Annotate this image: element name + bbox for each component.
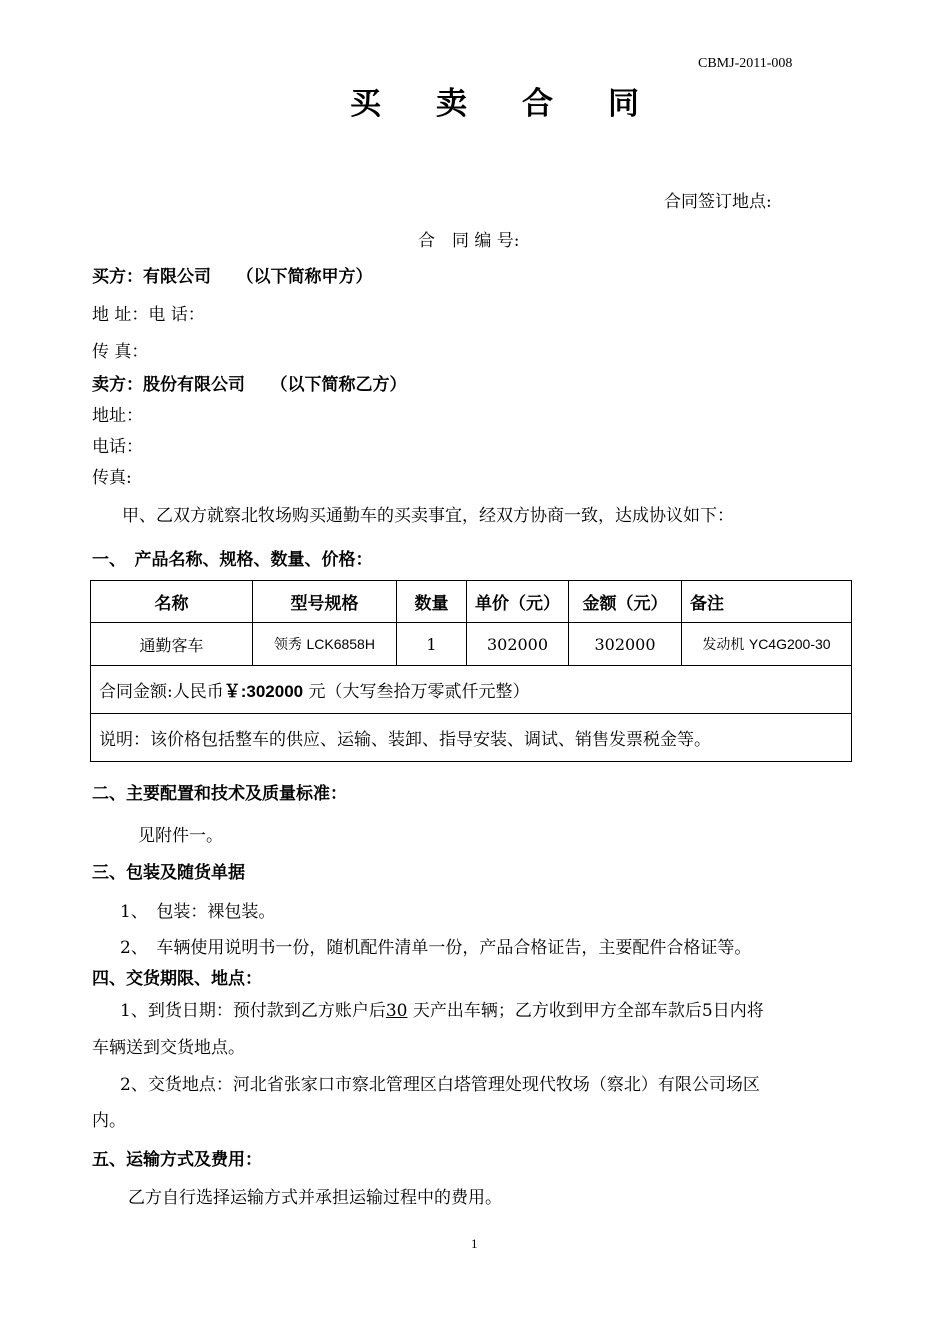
section3-title: 三、包装及随货单据 [92, 863, 245, 883]
cell-name: 通勤客车 [91, 623, 253, 666]
buyer-address-phone: 地 址：电 话： [92, 305, 205, 325]
total-row [91, 666, 852, 714]
section2-body: 见附件一。 [138, 826, 223, 846]
header-amount: 金额（元） [569, 581, 682, 623]
intro-paragraph: 甲、乙双方就察北牧场购买通勤车的买卖事宜，经双方协商一致，达成协议如下： [122, 506, 734, 526]
total-prefix: 合同金额:人民币 [99, 682, 224, 702]
header-qty: 数量 [397, 581, 467, 623]
header-unit-price: 单价（元） [467, 581, 569, 623]
section4-item1-b: 天产出车辆；乙方收到甲方全部车款后5日内将 [407, 1001, 764, 1021]
cell-note-code: YC4G200-30 [748, 636, 831, 652]
section4-item1-a: 1、到货日期：预付款到乙方账户后 [120, 1001, 386, 1021]
table-header-row [91, 581, 852, 623]
header-name: 名称 [91, 581, 253, 623]
section4-item1-cont: 车辆送到交货地点。 [92, 1038, 245, 1058]
buyer-label: 买方：有限公司 （以下简称甲方） [92, 267, 373, 287]
document-code: CBMJ-2011-008 [698, 56, 793, 71]
document-title: 买卖合同 [350, 86, 694, 122]
cell-unit-price: 302000 [467, 623, 569, 666]
product-table [90, 580, 852, 762]
cell-amount: 302000 [569, 623, 682, 666]
section3-item1: 1、 包装：裸包装。 [120, 902, 276, 922]
header-model: 型号规格 [253, 581, 397, 623]
section3-item2: 2、 车辆使用说明书一份，随机配件清单一份，产品合格证告，主要配件合格证等。 [120, 938, 752, 958]
total-suffix: 元（大写叁拾万零贰仟元整） [303, 682, 530, 702]
section4-item2: 2、交货地点：河北省张家口市察北管理区白塔管理处现代牧场（察北）有限公司场区 [120, 1075, 760, 1095]
total-value: ￥:302000 [223, 682, 304, 701]
cell-qty: 1 [397, 623, 467, 666]
total-cell [91, 666, 852, 714]
contract-number: 合 同 编 号: [418, 231, 520, 251]
seller-fax: 传真: [92, 468, 132, 488]
section5-body: 乙方自行选择运输方式并承担运输过程中的费用。 [128, 1188, 502, 1208]
buyer-fax: 传 真： [92, 342, 149, 362]
remark-cell: 说明：该价格包括整车的供应、运输、装卸、指导安装、调试、销售发票税金等。 [91, 714, 852, 762]
seller-label: 卖方：股份有限公司 （以下简称乙方） [92, 375, 407, 395]
section5-title: 五、运输方式及费用： [92, 1150, 262, 1170]
page-number: 1 [471, 1236, 478, 1251]
remark-row [91, 714, 852, 762]
section4-item1 [120, 996, 764, 1021]
header-note: 备注 [682, 581, 852, 623]
section4-item2-cont: 内。 [92, 1111, 126, 1131]
seller-phone: 电话： [92, 437, 143, 457]
delivery-days: 30 [385, 1001, 408, 1021]
cell-note [682, 623, 852, 666]
seller-address: 地址： [92, 406, 143, 426]
cell-model-code: LCK6858H [306, 636, 375, 652]
cell-note-prefix: 发动机 [702, 637, 749, 653]
section2-title: 二、主要配置和技术及质量标准： [92, 784, 347, 804]
section4-title: 四、交货期限、地点： [92, 969, 262, 989]
sign-place: 合同签订地点: [664, 192, 772, 212]
table-row [91, 623, 852, 666]
section1-title: 一、 产品名称、规格、数量、价格： [92, 550, 373, 570]
cell-model-prefix: 领秀 [274, 637, 307, 653]
cell-model [253, 623, 397, 666]
